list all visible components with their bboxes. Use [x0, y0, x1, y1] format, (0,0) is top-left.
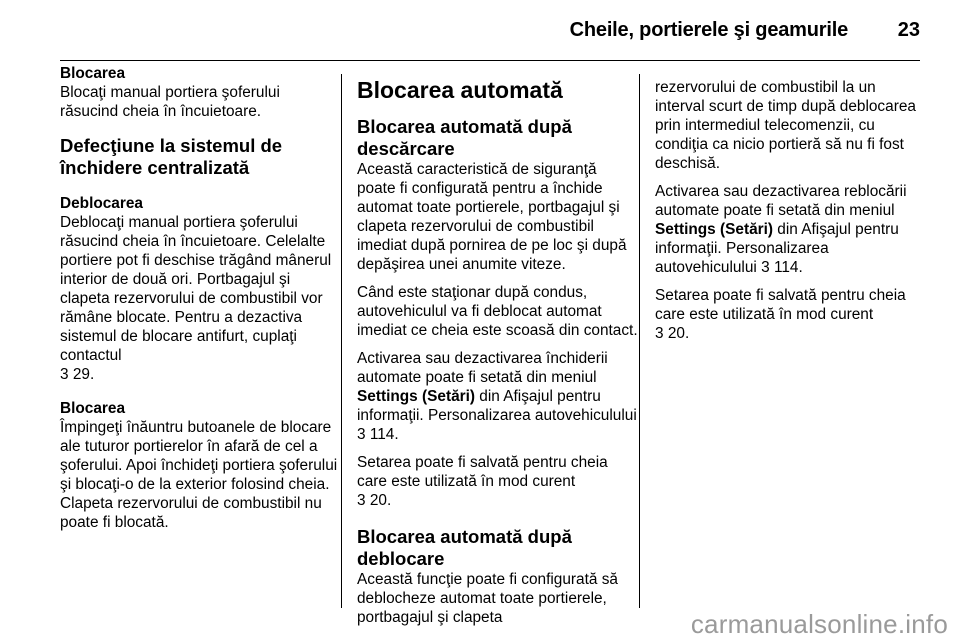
paragraph-continued: rezervorului de combustibil la un interval scurt de timp după deblocarea prin intermediul telecomenzii, cu condiţia ca nicio portieră să nu fi fost deschisă. — [655, 79, 916, 172]
save-setting-text: Setarea poate fi salvată pentru cheia care este utilizată în mod curent — [357, 454, 608, 490]
watermark: carmanualsonline.info — [690, 609, 948, 639]
page-reference-114-2: 3 114. — [761, 259, 803, 276]
page-reference-20-2: 3 20. — [655, 325, 690, 342]
paragraph-blocarea: Blocaţi manual portiera şoferului răsucind cheia în încuietoare. — [60, 84, 280, 120]
settings-menu-label: Settings (Setări) — [357, 388, 476, 405]
paragraph-stationary: Când este staţionar după condus, autovehiculul va fi deblocat automat imediat ce cheia este scoasă din contact. — [357, 284, 638, 339]
paragraph-save-setting-2 — [655, 286, 927, 343]
page-number: 23 — [897, 19, 920, 41]
column-3 — [655, 64, 927, 343]
paragraph-activation — [357, 349, 639, 444]
paragraph-deblocarea-text: Deblocaţi manual portiera şoferului răsucind cheia în încuietoare. Celelalte portiere pot fi deschise trăgând mânerul interior de două ori. Portbagajul şi clapeta rezervorului de combustibil vor rămâne blocate. Pentru a dezactiva sistemul de blocare antifurt, cuplaţi contactul — [60, 214, 332, 364]
section-heading-defectiune: Defecţiune la sistemul de închidere centralizată — [60, 135, 283, 178]
header-divider — [60, 60, 920, 61]
paragraph-save-setting — [357, 453, 639, 510]
subsection-heading-dupa-descarcare: Blocarea automată după descărcare — [357, 116, 572, 159]
subsection-heading-dupa-deblocare: Blocarea automată după deblocare — [357, 526, 572, 569]
page-reference-29: 3 29. — [60, 366, 95, 383]
paragraph-deblocarea — [60, 213, 342, 384]
column-1 — [60, 64, 342, 532]
paragraph-blocarea-2: Împingeţi înăuntru butoanele de blocare ale tuturor portierelor în afară de cel a şoferului. Apoi închideţi portiera şoferului şi blocaţi-o de la exterior folosind cheia. Clapeta rezervorului de combustibil nu poate fi blocată. — [60, 419, 338, 531]
relock-text-post: din Afişajul pentru informaţii. Personalizarea autovehiculului — [655, 221, 899, 276]
page-reference-114: 3 114. — [357, 426, 399, 443]
save-setting-text-2: Setarea poate fi salvată pentru cheia care este utilizată în mod curent — [655, 287, 906, 323]
paragraph-safety-feature: Această caracteristică de siguranţă poate fi configurată pentru a închide automat toate portierele, portbagajul şi clapeta rezervorului de combustibil imediat după pornirea de pe loc şi după depăşirea unei anumite viteze. — [357, 161, 627, 273]
subheading-blocarea: Blocarea — [60, 65, 126, 82]
chapter-title: Cheile, portierele şi geamurile — [569, 19, 848, 41]
settings-menu-label-2: Settings (Setări) — [655, 221, 774, 238]
activation-text-pre: Activarea sau dezactivarea închiderii automate poate fi setată din meniul — [357, 350, 608, 386]
subheading-deblocarea: Deblocarea — [60, 195, 143, 212]
page-header — [0, 0, 960, 60]
column-2 — [357, 64, 639, 627]
section-title-blocarea-automata: Blocarea automată — [357, 77, 563, 103]
paragraph-relock-activation — [655, 182, 927, 277]
column-divider-2 — [639, 74, 640, 608]
paragraph-auto-unlock: Această funcţie poate fi configurată să deblocheze automat toate portierele, portbagajul şi clapeta — [357, 571, 618, 626]
page-reference-20: 3 20. — [357, 492, 392, 509]
activation-text-post: din Afişajul pentru informaţii. Personalizarea autovehiculului — [357, 388, 637, 424]
relock-text-pre: Activarea sau dezactivarea reblocării automate poate fi setată din meniul — [655, 183, 907, 219]
subheading-blocarea-2: Blocarea — [60, 400, 126, 417]
